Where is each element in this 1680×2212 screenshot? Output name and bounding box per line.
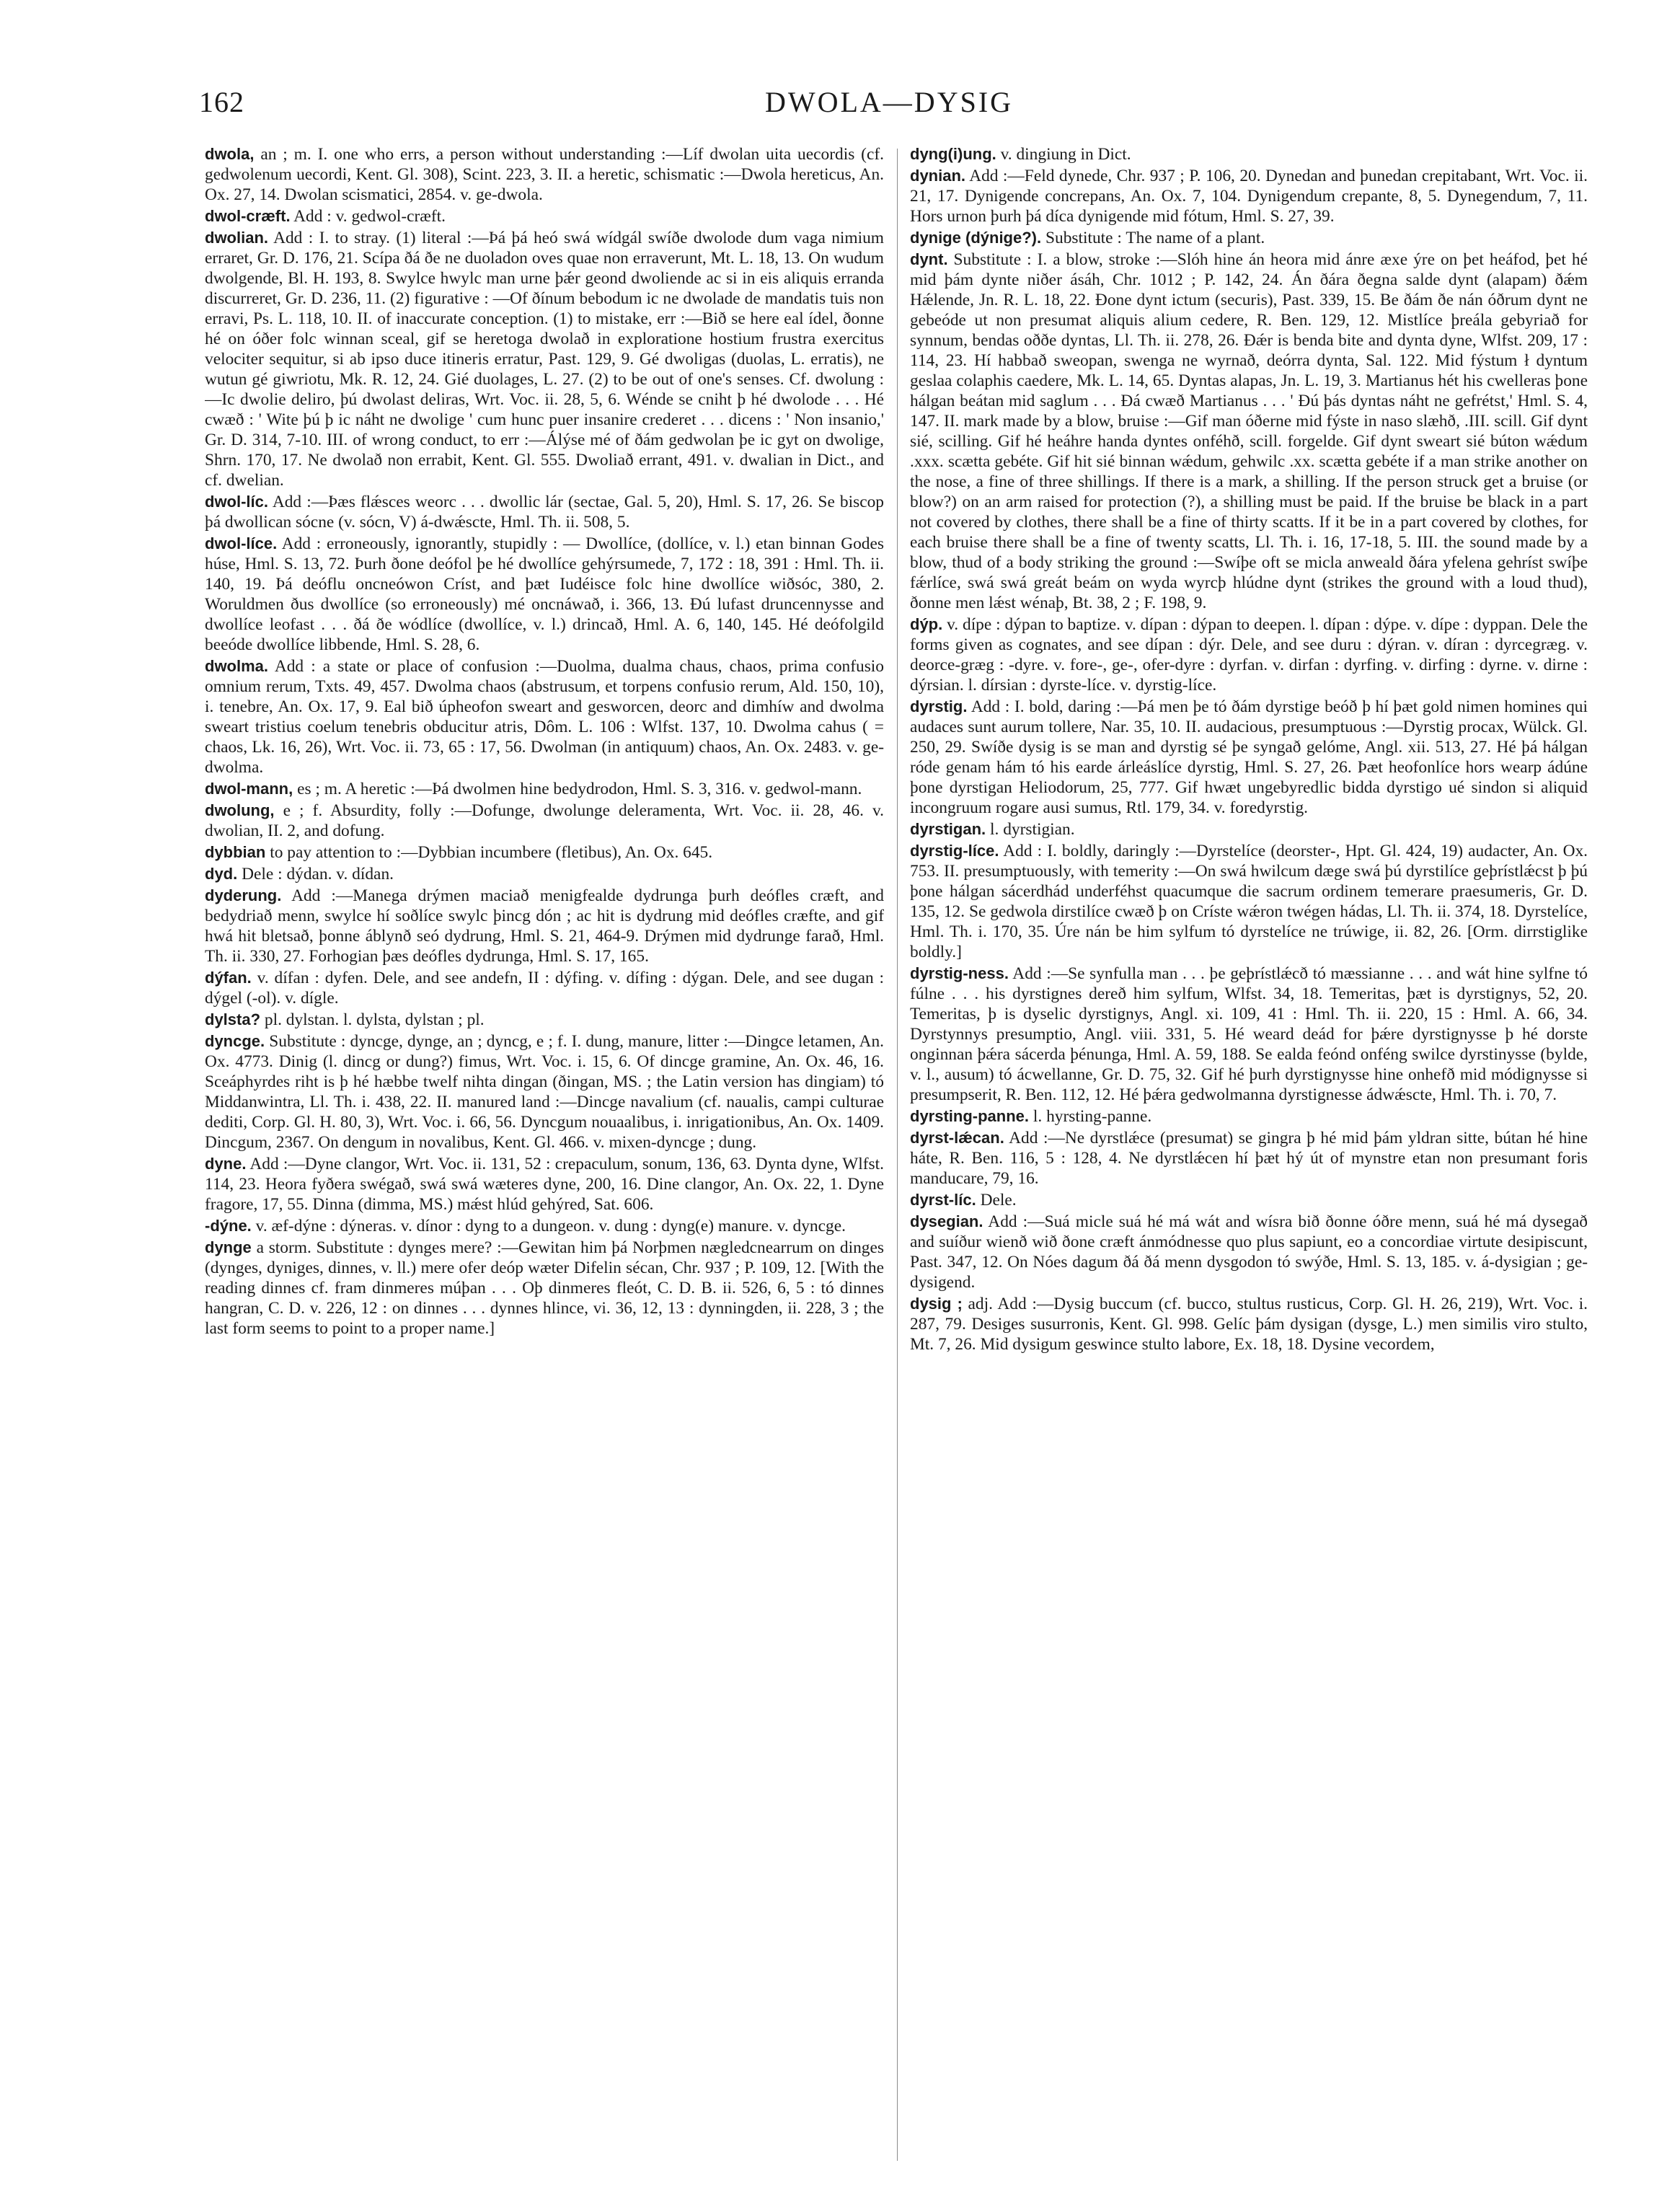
entry-headword: dyrstig. — [910, 697, 968, 715]
dictionary-entry — [205, 144, 884, 205]
dictionary-entry — [910, 250, 1588, 613]
dictionary-entry — [205, 1238, 884, 1339]
dictionary-entry — [910, 228, 1588, 248]
entry-text: Add : v. gedwol-cræft. — [293, 207, 446, 226]
dictionary-entry — [205, 656, 884, 777]
entry-text: v. dífan : dyfen. Dele, and see andefn, II : dýfing. v. dífing : dýgan. Dele, and see dugan : dýgel (-ol). v. dígle. — [205, 969, 884, 1008]
entry-text: Add : a state or place of confusion :—Duolma, dualma chaus, chaos, prima confusio omnium rerum, Txts. 49, 457. Dwolma chaos (abstrusum, et torpens confusio rerum, Ald. 150, 10), i. tenebre, An. Ox. 17, 9. Eal bið úpheofon sweart and gesworcen, deorc and dimhíw and dwolma sweart tristius coelum tenebris obducitur atris, Dôm. L. 106 : Wlfst. 137, 10. Dwolma cahus ( = chaos, Lk. 16, 26), Wrt. Voc. ii. 73, 65 : 17, 56. Dwolman (in antiquum) chaos, An. Ox. 2483. v. ge-dwolma. — [205, 657, 884, 777]
entry-text: Add : erroneously, ignorantly, stupidly : — Dwollíce, (dollíce, v. l.) etan binnan Godes húse, Hml. S. 13, 72. Þurh ðone deófol þe hé dwollíce gehýrsumede, 7, 172 : 18, 391 : Hml. Th. ii. 140, 19. Þá deóflu oncneówon Críst, and þæt Iudéisce folc hine dwollíce wiðsóc, 380, 2. Woruldmen ðus dwollíce (so erroneously) mé oncnáwað, i. 366, 13. Ðú lufast druncennysse and dwollíce leofast . . . ðá ðe wódlíce (dwollíce, v. l.) drincað, Hml. A. 6, 140, 145. Hé deófolgild beeóde dwollíce libbende, Hml. S. 28, 6. — [205, 534, 884, 654]
dictionary-entry — [205, 1010, 884, 1030]
entry-text: Add : I. boldly, daringly :—Dyrstelíce (deorster-, Hpt. Gl. 424, 19) audacter, An. Ox. 753. II. presumptuously, with temerity :—On swá hwilcum dæge swá þú dyrstilíce geþrístlǽcst þ þú þone hálgan sácerdhád underféhst quacumque die sacrum ordinem temerare praesumeris, Gr. D. 135, 12. Se gedwola dirstilíce cwæð þ on Críste wǽron twégen hádas, Ll. Th. ii. 374, 18. Dyrstelíce, Hml. Th. i. 170, 35. Úre nán be him sylfum tó dyrstelíce ne trúwige, ii. 82, 26. [Orm. dirrstiglike boldly.] — [910, 842, 1588, 961]
dictionary-entry — [910, 166, 1588, 226]
dictionary-entry — [205, 534, 884, 655]
page-number: 162 — [199, 86, 244, 118]
dictionary-entry — [205, 864, 884, 884]
entry-headword: dyrst-líc. — [910, 1191, 976, 1209]
entry-headword: dyncge. — [205, 1032, 265, 1050]
dictionary-entry — [910, 1128, 1588, 1189]
column-divider — [897, 149, 898, 2161]
dictionary-entry — [205, 1216, 884, 1236]
dictionary-entry — [910, 819, 1588, 840]
entry-text: Add :—Manega drýmen maciað menigfealde dydrunga þurh deófles cræft, and bedydriað menn, swylce hí soðlíce swylc þincg dón ; ac hit is dydrung mid deófles cræfte, and gif hwá hit bletsað, þonne áblynð seó dydrung, Hml. S. 21, 464-9. Drýmen mid dydrunge farað, Hml. Th. ii. 330, 27. Forhogian þæs deófles dydrunga, Hml. S. 17, 165. — [205, 886, 884, 966]
page-header — [199, 85, 1579, 128]
dictionary-entry — [910, 614, 1588, 695]
entry-headword: dynge — [205, 1238, 252, 1256]
dictionary-entry — [910, 1212, 1588, 1292]
entry-headword: dysegian. — [910, 1212, 983, 1230]
entry-headword: dybbian — [205, 843, 266, 861]
entry-headword: dwola, — [205, 145, 255, 163]
entry-headword: dyd. — [205, 865, 238, 883]
entry-text: e ; f. Absurdity, folly :—Dofunge, dwolunge deleramenta, Wrt. Voc. ii. 28, 46. v. dwolian, II. 2, and dofung. — [205, 801, 884, 840]
entry-headword: dwol-cræft. — [205, 207, 291, 225]
dictionary-entry — [205, 801, 884, 841]
entry-text: Add : I. bold, daring :—Þá men þe tó ðám dyrstige beóð þ hí þæt gold nimen homines qui audaces sunt aurum tollere, Nar. 35, 10. II. audacious, presumptuous :—Dyrstig procax, Wülck. Gl. 250, 29. Swíðe dysig is se man and dyrstig sé þe syngað gelóme, Angl. xii. 513, 27. Hé þá hálgan róde genam hám tó his earde árleáslíce dyrstig, Hml. S. 27, 26. Þæt heofonlíce hors wearp ádúne þone dyrstigan Heliodorum, 25, 777. Gif hwæt ungebyredlic bidda dyrstigo ué sindon si aliquid incongruum rogare ausi sumus, Rtl. 179, 34. v. foredyrstig. — [910, 697, 1588, 817]
entry-headword: dyng(i)ung. — [910, 145, 996, 163]
entry-text: Add :—Ne dyrstlǽce (presumat) se gingra þ hé mid þám yldran sitte, bútan hé hine háte, R. Ben. 116, 5 : 128, 4. Ne dyrstlǽcen hí þæt hý út of mynstre etan non presumant foris manducare, 79, 16. — [910, 1129, 1588, 1188]
entry-text: Add :—Se synfulla man . . . þe geþrístlǽcð tó mæssianne . . . and wát hine sylfne tó fúlne . . . his dyrstignes dereð him sylfum, Wlfst. 34, 18. Temeritas, þæt is dyrstignys, 52, 20. Temeritas, þ is dyselic dyrstignys, Angl. xi. 109, 41 : Hml. Th. ii. 220, 15 : Hml. A. 66, 34. Dyrstynnys presumptio, Angl. viii. 331, 5. Hé weard deád for þǽre dyrstignysse þ hé dorste onginnan þǽra sácerda þénunga, Hml. A. 59, 188. Se ealda feónd onféng swilce dyrstinysse (bylde, v. l., ausum) tó ácwellanne, Gr. D. 75, 32. Gif hé þurh dyrstignysse hine onhefð mid módignysse si presumpserit, R. Ben. 112, 12. Hé þǽra gedwolmanna dyrstignesse ádwǽscte, Hml. Th. i. 70, 7. — [910, 964, 1588, 1104]
entry-headword: -dýne. — [205, 1217, 252, 1235]
entry-headword: dwolung, — [205, 801, 275, 819]
entry-text: v. dípe : dýpan to baptize. v. dípan : dýpan to deepen. l. dípan : dýpe. v. dípe : dyppan. Dele the forms given as cognates, and see dípan : dýr. Dele, and see duru : dýran. v. díran : dyrcegræg. v. deorce-græg : -dyre. v. fore-, ge-, ofer-dyre : dyrfan. v. dirfan : dyrfing. v. dirfing : dyrne. v. dirne : dýrsian. l. dírsian : dyrste-líce. v. dyrstig-líce. — [910, 615, 1588, 695]
dictionary-entry — [205, 842, 884, 863]
entry-headword: dyrst-lǽcan. — [910, 1129, 1004, 1147]
dictionary-entry — [910, 144, 1588, 164]
dictionary-entry — [910, 964, 1588, 1105]
entry-headword: dwol-líce. — [205, 534, 278, 552]
entry-headword: dyrstigan. — [910, 820, 986, 838]
running-head: DWOLA—DYSIG — [764, 86, 1014, 118]
entry-text: Substitute : The name of a plant. — [1045, 229, 1265, 247]
entry-text: Dele. — [980, 1191, 1017, 1209]
entry-text: adj. Add :—Dysig buccum (cf. bucco, stultus rusticus, Corp. Gl. H. 26, 219), Wrt. Voc. i. 287, 79. Desiges susurronis, Kent. Gl. 998. Gelíc þám dysigan (dysge, L.) men similis viro stulto, Mt. 7, 26. Mid dysigum geswince stulto labore, Ex. 18, 18. Dysine vecordem, — [910, 1295, 1588, 1354]
entry-text: a storm. Substitute : dynges mere? :—Gewitan him þá Norþmen nægledcnearrum on dinges (dynges, dyniges, dinnes, v. ll.) mere ofer deóp wæter Difelin sécan, Chr. 937 ; P. 109, 12. [With the reading dinnes cf. fram dinmeres múþan . . . Oþ dinmeres fleót, C. D. B. ii. 526, 6, 5 : tó dinnes hangran, C. D. v. 226, 12 : on dinnes . . . dynnes hlince, vi. 36, 12, 13 : dynningden, ii. 228, 3 ; the last form seems to point to a proper name.] — [205, 1238, 884, 1338]
entry-text: Add :—Suá micle suá hé má wát and wísra bið ðonne óðre menn, suá hé má dysegað and suíður wienð wið ðone cræft ánmódnesse quo plus sapiunt, eo a concordiae virtute desipiscunt, Past. 347, 12. On Nóes dagum ðá ðá menn dysgodon tó swýðe, Hml. S. 13, 185. v. á-dysigian ; ge-dysigend. — [910, 1212, 1588, 1292]
dictionary-entry — [205, 886, 884, 966]
entry-text: to pay attention to :—Dybbian incumbere (fletibus), An. Ox. 645. — [270, 843, 713, 862]
entry-text: v. æf-dýne : dýneras. v. dínor : dyng to a dungeon. v. dung : dyng(e) manure. v. dyncge. — [255, 1217, 846, 1235]
entry-headword: dwol-líc. — [205, 493, 268, 511]
entry-text: Add :—Feld dynede, Chr. 937 ; P. 106, 20. Dynedan and þunedan crepitabant, Wrt. Voc. ii. 21, 17. Dynigende concrepans, An. Ox. 7, 104. Dynigendum crepante, 8, 5. Dynegendum, 7, 11. Hors urnon þurh þá díca dynigende mid fótum, Hml. S. 27, 39. — [910, 167, 1588, 226]
entry-headword: dýp. — [910, 615, 943, 633]
dictionary-entry — [910, 697, 1588, 818]
dictionary-entry — [910, 1294, 1588, 1354]
entry-text: Substitute : dyncge, dynge, an ; dyncg, e ; f. I. dung, manure, litter :—Dingce letamen, An. Ox. 4773. Dinig (l. dincg or dung?) fimus, Wrt. Voc. i. 15, 6. Of dincge gramine, An. Ox. 46, 16. Sceáphyrdes riht is þ hé hæbbe twelf nihta dingan (ðingan, MS. ; the Latin version has dingiam) tó Middanwintra, Ll. Th. i. 438, 22. II. manured land :—Dincge navalium (cf. naualis, campi culturae dediti, Corp. Gl. H. 80, 3), Wrt. Voc. i. 66, 56. Dyncgum nouaalibus, i. inrigationibus, An. Ox. 1409. Dincgum, 2367. On dengum in novalibus, Kent. Gl. 466. v. mixen-dyncge ; dung. — [205, 1032, 884, 1152]
entry-text: Dele : dýdan. v. dídan. — [242, 865, 394, 884]
entry-headword: dynt. — [910, 250, 948, 268]
entry-text: l. dyrstigian. — [990, 820, 1075, 839]
entry-headword: dyderung. — [205, 886, 282, 904]
entry-headword: dylsta? — [205, 1010, 261, 1028]
dictionary-entry — [205, 1031, 884, 1153]
entry-headword: dyrsting-panne. — [910, 1107, 1030, 1125]
dictionary-entry — [205, 228, 884, 490]
entry-text: v. dingiung in Dict. — [1000, 145, 1131, 164]
dictionary-entry — [205, 779, 884, 799]
entry-text: Add :—Þæs flǽsces weorc . . . dwollic lár (sectae, Gal. 5, 20), Hml. S. 17, 26. Se biscop þá dwollican sócne (v. sócn, V) á-dwǽscte, Hml. Th. ii. 508, 5. — [205, 493, 884, 532]
entry-headword: dyrstig-líce. — [910, 842, 999, 860]
entry-headword: dyne. — [205, 1155, 247, 1173]
entry-headword: dysig ; — [910, 1295, 963, 1313]
dictionary-entry — [205, 968, 884, 1008]
entry-text: pl. dylstan. l. dylsta, dylstan ; pl. — [264, 1010, 485, 1029]
entry-text: l. hyrsting-panne. — [1033, 1107, 1152, 1126]
entry-text: Add : I. to stray. (1) literal :—Þá þá heó swá wídgál swíðe dwolode dum vaga nimium erraret, Gr. D. 176, 21. Scípa ðá ðe ne duoladon oves quae non erraverunt, Mt. L. 18, 13. On wudum dwolgende, Bl. H. 193, 8. Swylce hwylc man urne þǽr geond dwoliende ac si in eis aliquis erranda discurreret, Gr. D. 236, 11. (2) figurative : —Of ðínum bebodum ic ne dwolade de mandatis tuis non erravi, Ps. L. 118, 10. II. of inaccurate conception. (1) to mistake, err :—Bið se here eal ídel, ðonne hé on óðer folc winnan sceal, gif se heretoga dwolað in exploratione hostium frustra exercitus velociter sequitur, si ab ipso duce itineris erratur, Past. 129, 9. Gé dwoligas (duolas, L. erratis), ne wutun gé giwriotu, Mk. R. 12, 24. Gié duolages, L. 27. (2) to be out of one's senses. Cf. dwolung :—Ic dwolie deliro, þú dwolast deliras, Wrt. Voc. ii. 28, 5, 6. Wénde se cniht þ hé dwolode . . . Hé cwæð : ' Wite þú þ ic náht ne dwolige ' cum hunc puer insanire crederet . . . dicens : ' Non insanio,' Gr. D. 314, 7-10. III. of wrong conduct, to err :—Álýse mé of ðám gedwolan þe ic gyt on dwolige, Shrn. 170, 17. Ne dwolað non errabit, Kent. Gl. 555. Dwoliað errant, 491. v. dwalian in Dict., and cf. dwelian. — [205, 229, 884, 490]
dictionary-entry — [910, 1190, 1588, 1210]
entry-text: Add :—Dyne clangor, Wrt. Voc. ii. 131, 52 : crepaculum, sonum, 136, 63. Dynta dyne, Wlfst. 114, 23. Heora fyðera swégað, swá swá wæteres dyne, 200, 16. Dine clangor, An. Ox. 22, 1. Dyne fragore, 17, 55. Dinna (dimma, MS.) mǽst hlúd gehýred, Sat. 606. — [205, 1155, 884, 1214]
entry-text: Substitute : I. a blow, stroke :—Slóh hine án heora mid ánre æxe ýre on þet heáfod, þet hé mid þám dynte niðer ásáh, Chr. 1012 ; P. 142, 24. Án ðára ðegna salde dynt (alapam) ðǽm Hǽlende, Jn. R. L. 18, 22. Ðone dynt ictum (securis), Past. 339, 15. Be ðám ðe nán óðrum dynt ne gebeóde ut non presumat aliquis alium cedere, R. Ben. 129, 12. Mistlíce þreála gebyriað for synnum, bendas oððe dyntas, Ll. Th. ii. 278, 26. Ðǽr is benda bite and dynta dyne, Wlfst. 209, 17 : 114, 23. Hí habbað sweopan, swenga ne wyrnað, deórra dynta, Sal. 122. Mid fýstum ł dyntum geslaa colaphis caedere, Mk. L. 14, 65. Dyntas alapas, Jn. L. 19, 3. Martianus hét his cwelleras þone hálgan beátan mid saglum . . . Ðá cwæð Martianus . . . ' Ðú þás dyntas náht ne gefrétst,' Hml. S. 4, 147. II. mark made by a blow, bruise :—Gif man óðerne mid fýste in naso slæhð, .III. scill. Gif dynt sié, scilling. Gif hé heáhre handa dyntes onféhð, scill. forgelde. Gif dynt sweart sié búton wǽdum .xxx. scætta gebéte. Gif hit sié binnan wǽdum, gehwilc .xx. scætta gebéte if a man strike another on the nose, a fine of three shillings. If there is a mark, a shilling. If the person struck get a bruise (or blow?) on an arm raised for protection (?), a shilling must be paid. If the bruise be black in a part not covered by clothes, there shall be a fine of thirty scatts. If it be in a part covered by clothes, for each bruise there shall be a fine of twenty scatts, Ll. Th. i. 16, 17-18, 5. III. the sound made by a blow, thud of a body striking the ground :—Swíþe oft se micla anweald ðára yfelena gehríst swíþe fǽrlíce, swá swá greát beám on wyda wyrcþ hlúdne dynt (strikes the ground with a loud thud), ðonne men lǽst wénaþ, Bt. 38, 2 ; F. 198, 9. — [910, 250, 1588, 612]
dictionary-entry — [910, 841, 1588, 962]
entry-text: an ; m. I. one who errs, a person without understanding :—Líf dwolan uita uecordis (cf. gedwolenum uecordi, Kent. Gl. 308), Scint. 223, 3. II. a heretic, schismatic :—Dwola hereticus, An. Ox. 27, 14. Dwolan scismatici, 2854. v. ge-dwola. — [205, 145, 884, 204]
entry-headword: dwolian. — [205, 229, 268, 247]
entry-headword: dynige (dýnige?). — [910, 229, 1042, 247]
dictionary-entry — [910, 1106, 1588, 1127]
entry-headword: dwol-mann, — [205, 780, 293, 798]
entry-headword: dyrstig-ness. — [910, 964, 1009, 982]
entry-headword: dýfan. — [205, 969, 252, 987]
left-column — [205, 144, 884, 2171]
entry-text: es ; m. A heretic :—Þá dwolmen hine bedydrodon, Hml. S. 3, 316. v. gedwol-mann. — [297, 780, 862, 798]
right-column — [910, 144, 1588, 2171]
entry-headword: dynian. — [910, 167, 966, 185]
dictionary-entry — [205, 206, 884, 226]
dictionary-entry — [205, 492, 884, 532]
entry-headword: dwolma. — [205, 657, 269, 675]
dictionary-entry — [205, 1154, 884, 1215]
